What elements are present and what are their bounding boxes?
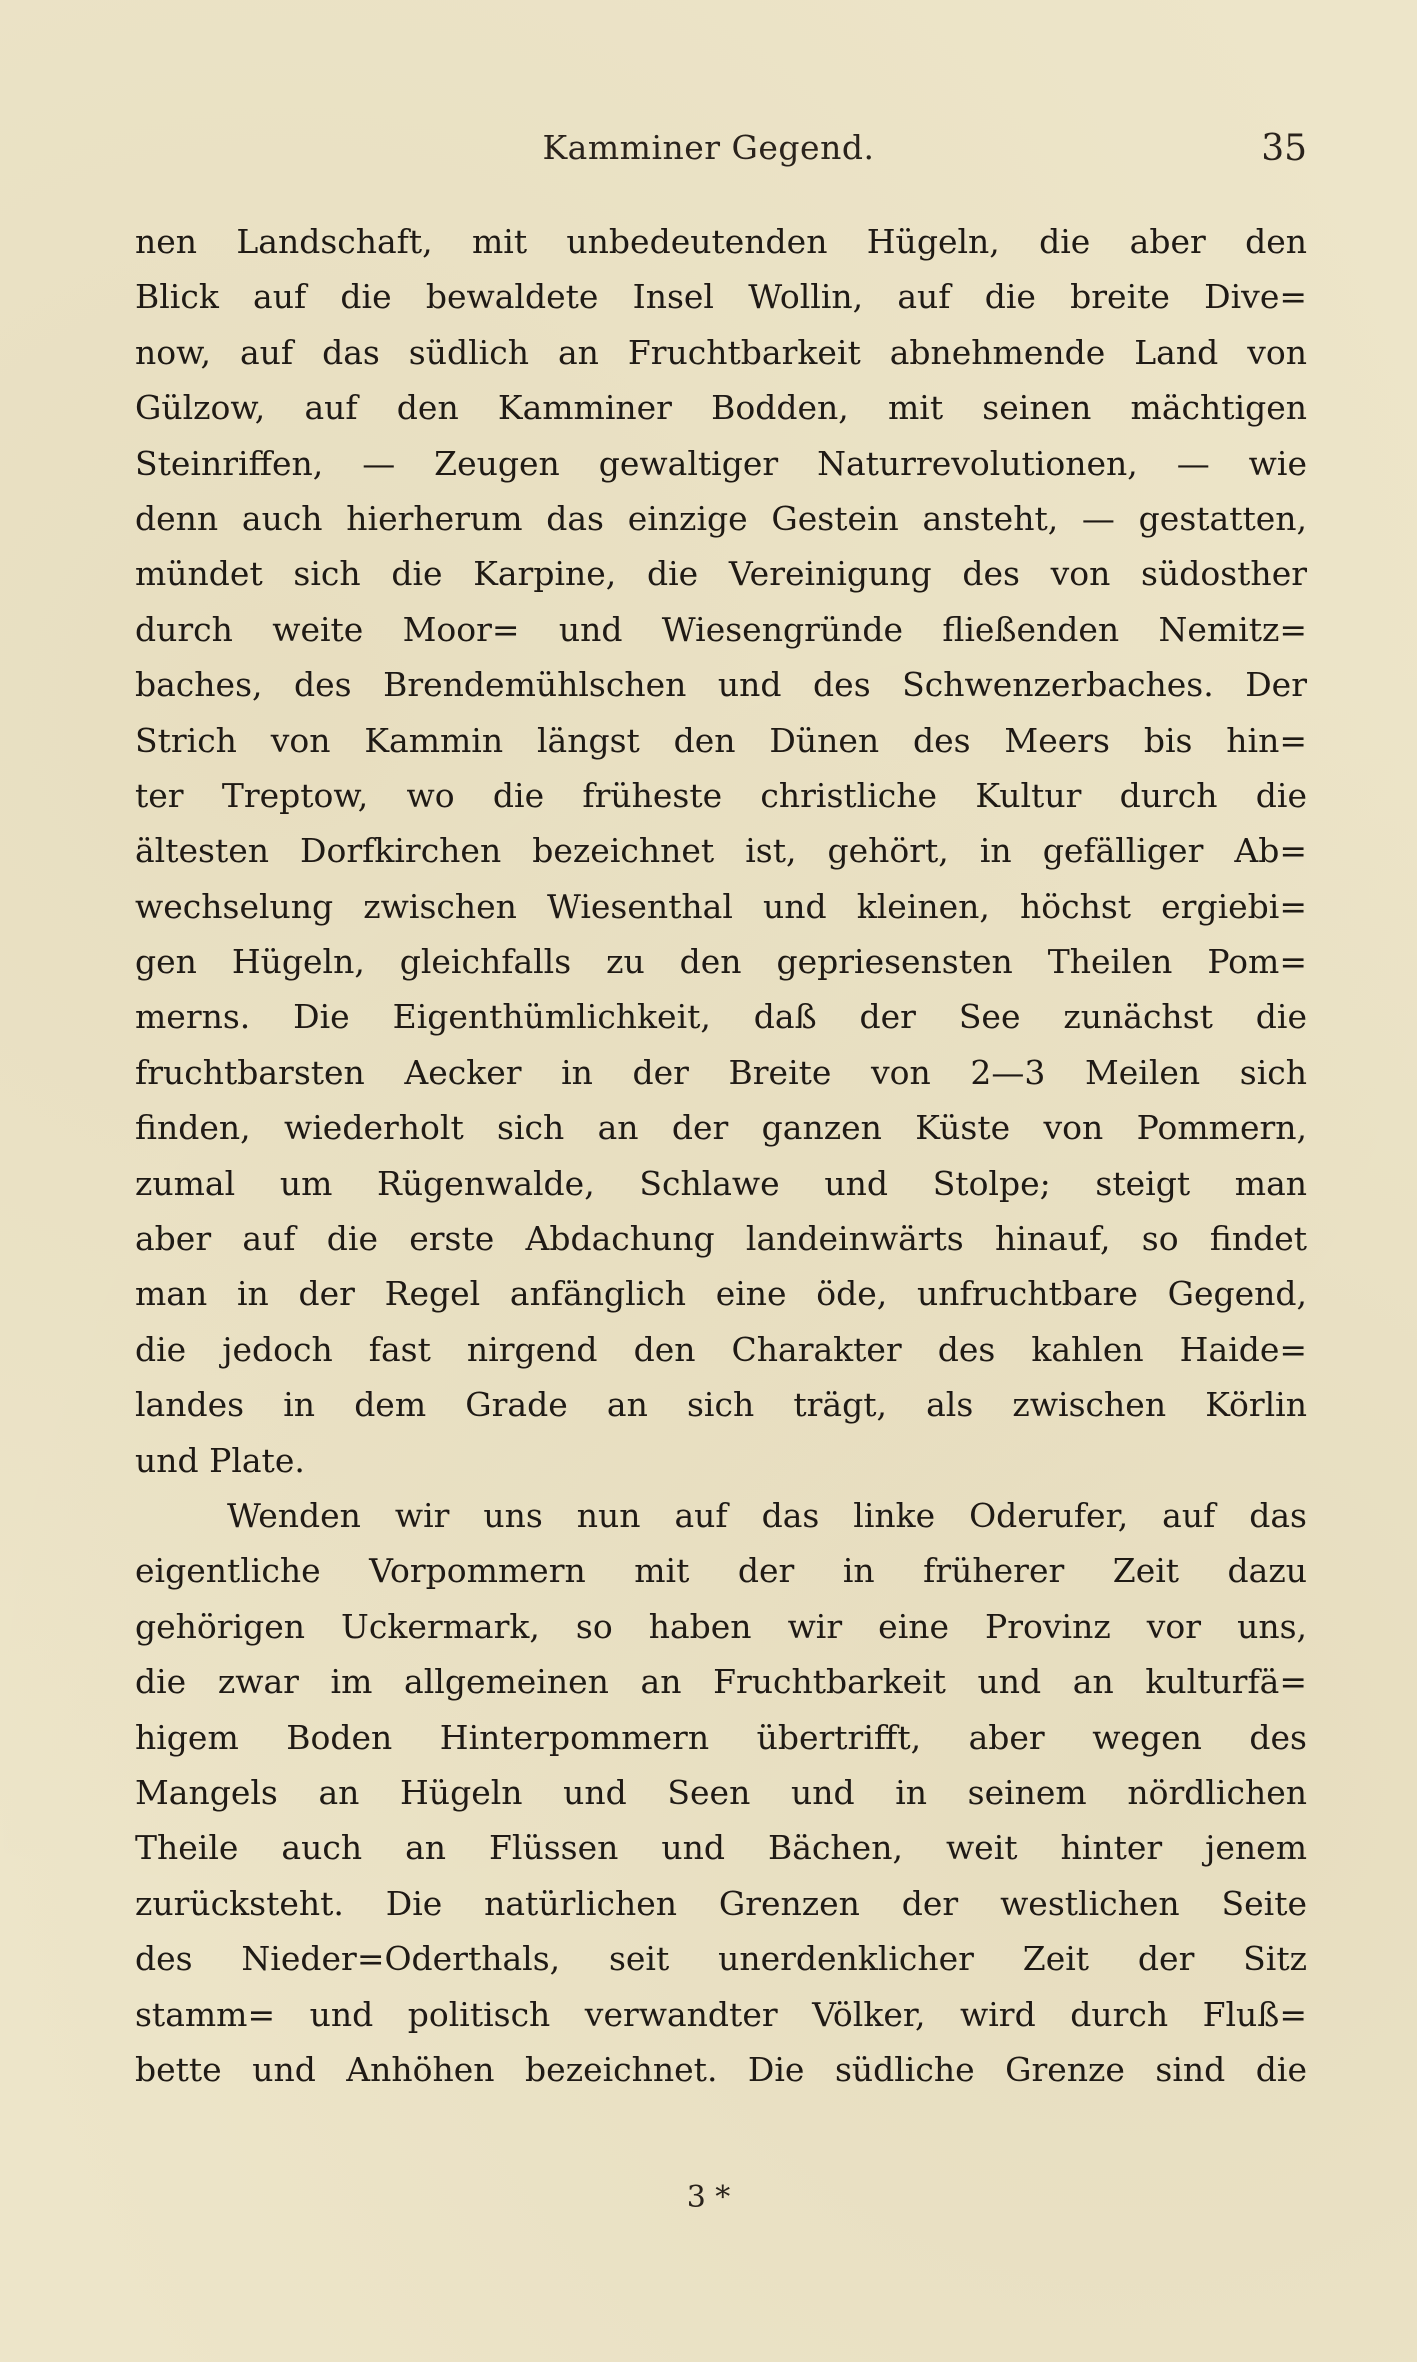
text-line: stamm= und politisch verwandter Völker, wird durch Fluß= xyxy=(135,1994,1307,2034)
text-line: aber auf die erste Abdachung landeinwärts hinauf, so findet xyxy=(135,1219,1307,1259)
text-line: gen Hügeln, gleichfalls zu den gepriesensten Theilen Pom= xyxy=(135,942,1307,982)
text-line: man in der Regel anfänglich eine öde, unfruchtbare Gegend, xyxy=(135,1274,1307,1314)
text-line: zumal um Rügenwalde, Schlawe und Stolpe; steigt man xyxy=(135,1163,1307,1203)
page-header xyxy=(0,128,1417,178)
text-line-paragraph-start: Wenden wir uns nun auf das linke Oderufer, auf das xyxy=(227,1495,1307,1535)
text-line: Strich von Kammin längst den Dünen des Meers bis hin= xyxy=(135,720,1307,760)
text-line: Blick auf die bewaldete Insel Wollin, auf die breite Dive= xyxy=(135,277,1307,317)
text-line: merns. Die Eigenthümlichkeit, daß der See zunächst die xyxy=(135,997,1307,1037)
text-line: die jedoch fast nirgend den Charakter des kahlen Haide= xyxy=(135,1329,1307,1369)
text-line: baches, des Brendemühlschen und des Schwenzerbaches. Der xyxy=(135,665,1307,705)
text-line: finden, wiederholt sich an der ganzen Küste von Pommern, xyxy=(135,1108,1307,1148)
text-line: denn auch hierherum das einzige Gestein ansteht, — gestatten, xyxy=(135,498,1307,538)
text-line: ter Treptow, wo die früheste christliche Kultur durch die xyxy=(135,775,1307,815)
text-line: Gülzow, auf den Kamminer Bodden, mit seinen mächtigen xyxy=(135,388,1307,428)
text-line: Theile auch an Flüssen und Bächen, weit hinter jenem xyxy=(135,1828,1307,1868)
text-line: Mangels an Hügeln und Seen und in seinem nördlichen xyxy=(135,1772,1307,1812)
text-line-paragraph-end: und Plate. xyxy=(135,1440,305,1480)
body-text xyxy=(135,214,1307,2097)
text-line: fruchtbarsten Aecker in der Breite von 2—3 Meilen sich xyxy=(135,1052,1307,1092)
text-line: Steinriffen, — Zeugen gewaltiger Naturrevolutionen, — wie xyxy=(135,443,1307,483)
text-line: zurücksteht. Die natürlichen Grenzen der westlichen Seite xyxy=(135,1883,1307,1923)
text-line: higem Boden Hinterpommern übertrifft, aber wegen des xyxy=(135,1717,1307,1757)
text-line: nen Landschaft, mit unbedeutenden Hügeln, die aber den xyxy=(135,222,1307,261)
text-line: wechselung zwischen Wiesenthal und kleinen, höchst ergiebi= xyxy=(135,886,1307,926)
printer-signature-mark: 3 * xyxy=(686,2180,731,2215)
text-line: des Nieder=Oderthals, seit unerdenklicher Zeit der Sitz xyxy=(135,1939,1307,1979)
text-line: gehörigen Uckermark, so haben wir eine Provinz vor uns, xyxy=(135,1606,1307,1646)
page-number: 35 xyxy=(1261,128,1307,169)
text-line: die zwar im allgemeinen an Fruchtbarkeit und an kulturfä= xyxy=(135,1662,1307,1702)
text-line: ältesten Dorfkirchen bezeichnet ist, gehört, in gefälliger Ab= xyxy=(135,831,1307,871)
text-line: now, auf das südlich an Fruchtbarkeit abnehmende Land von xyxy=(135,332,1307,372)
text-line: durch weite Moor= und Wiesengründe fließenden Nemitz= xyxy=(135,609,1307,649)
running-head: Kamminer Gegend. xyxy=(542,128,875,167)
text-line: mündet sich die Karpine, die Vereinigung des von südosther xyxy=(135,554,1307,594)
text-line: bette und Anhöhen bezeichnet. Die südliche Grenze sind die xyxy=(135,2049,1307,2089)
text-line: landes in dem Grade an sich trägt, als zwischen Körlin xyxy=(135,1385,1307,1425)
text-line: eigentliche Vorpommern mit der in früherer Zeit dazu xyxy=(135,1551,1307,1591)
